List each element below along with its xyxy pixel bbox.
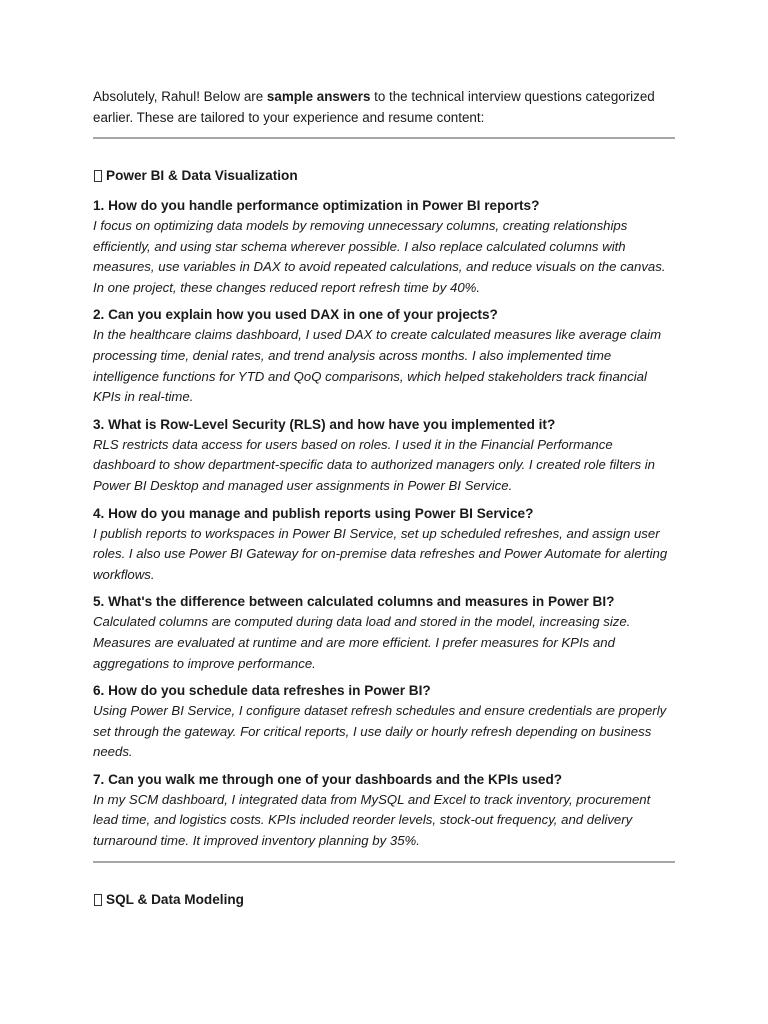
answer-paragraph: Calculated columns are computed during data load and stored in the model, increasing size. Measures are evaluated at runtime and are more efficient. I prefer measures for KPIs and aggregations to improve performance. — [93, 614, 631, 671]
question-heading: 5. What's the difference between calculated columns and measures in Power BI? — [93, 594, 615, 610]
answer-paragraph: In my SCM dashboard, I integrated data from MySQL and Excel to track inventory, procurement lead time, and logistics costs. KPIs included reorder levels, stock-out frequency, and delivery turnaround time. It improved inventory planning by 35%. — [93, 791, 651, 849]
qa-item-4 — [93, 504, 674, 586]
question-heading: 1. How do you handle performance optimization in Power BI reports? — [93, 198, 540, 213]
missing-glyph-icon — [94, 894, 102, 906]
qa-item-1 — [93, 196, 674, 298]
qa-item-3 — [93, 415, 674, 497]
qa-item-6 — [93, 681, 674, 763]
question-heading: 3. What is Row-Level Security (RLS) and how have you implemented it? — [93, 416, 556, 432]
horizontal-divider — [93, 137, 675, 139]
answer-paragraph: RLS restricts data access for users based on roles. I used it in the Financial Performance dashboard to show department-specific data to authorized managers only. I created role filters in Power BI Desktop and managed user assignments in Power BI Service. — [93, 436, 655, 493]
intro-paragraph — [93, 86, 674, 128]
intro-text-after: to the technical interview questions categorized earlier. These are tailored to your experience and resume content: — [93, 89, 655, 125]
question-heading: 7. Can you walk me through one of your dashboards and the KPIs used? — [93, 771, 563, 787]
answer-paragraph: I publish reports to workspaces in Power BI Service, set up scheduled refreshes, and assign user roles. I also use Power BI Gateway for on-premise data refreshes and Power Automate for alerting workflows. — [93, 525, 668, 582]
section-heading-text: Power BI & Data Visualization — [106, 168, 298, 183]
section-heading-text: SQL & Data Modeling — [106, 891, 244, 907]
answer-paragraph: Using Power BI Service, I configure dataset refresh schedules and ensure credentials are properly set through the gateway. For critical reports, I use daily or hourly refresh depending on business needs. — [93, 703, 667, 760]
answer-paragraph: In the healthcare claims dashboard, I used DAX to create calculated measures like average claim processing time, denial rates, and trend analysis across months. I also implemented time intelligence functions for YTD and QoQ comparisons, which helped stakeholders track financial KPIs in real-time. — [93, 327, 662, 405]
question-heading: 2. Can you explain how you used DAX in one of your projects? — [93, 307, 498, 323]
missing-glyph-icon — [94, 170, 102, 182]
intro-text-before: Absolutely, Rahul! Below are — [93, 89, 267, 104]
section-heading-sql — [93, 890, 674, 910]
question-heading: 4. How do you manage and publish reports using Power BI Service? — [93, 505, 534, 521]
qa-item-5 — [93, 592, 674, 674]
qa-item-2 — [93, 305, 674, 407]
answer-paragraph: I focus on optimizing data models by removing unnecessary columns, creating relationships efficiently, and using star schema wherever possible. I also replace calculated columns with measures, use variables in DAX to avoid repeated calculations, and reduce visuals on the canvas. In one project, these changes reduced report refresh time by 40%. — [93, 218, 666, 295]
question-heading: 6. How do you schedule data refreshes in Power BI? — [93, 683, 431, 699]
qa-item-7 — [93, 770, 674, 852]
section-heading-power-bi — [93, 166, 674, 186]
horizontal-divider — [93, 861, 675, 863]
intro-text-bold: sample answers — [266, 89, 371, 104]
